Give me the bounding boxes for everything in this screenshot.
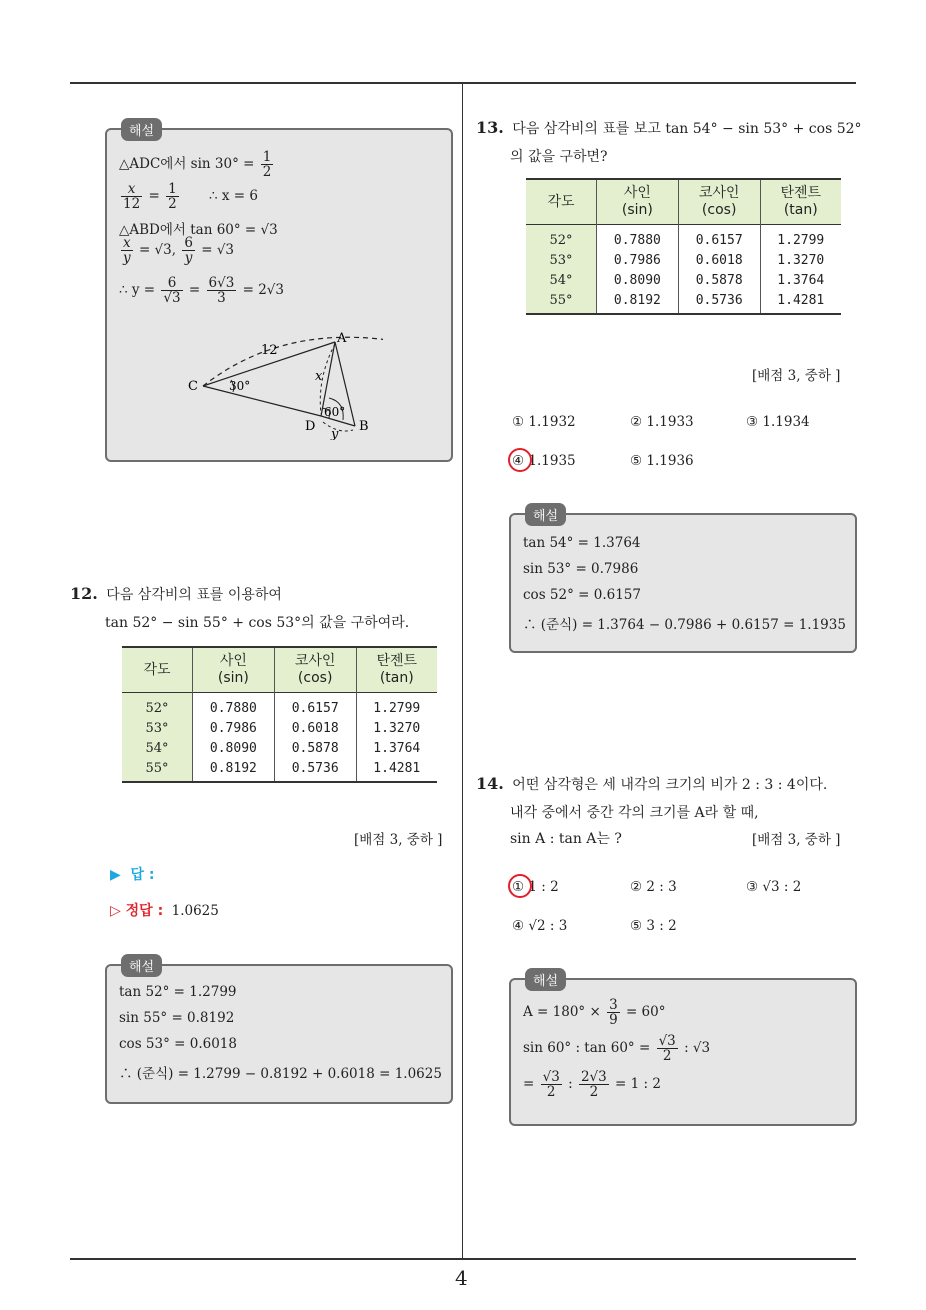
q13-line-1: 13. 다음 삼각비의 표를 보고 tan 54° − sin 53° + cos 52° <box>476 118 862 137</box>
q14-score: [배점 3, 중하 ] <box>752 832 841 848</box>
header-sin: 사인 (sin) <box>193 647 275 693</box>
solution-tag: 해설 <box>121 118 162 141</box>
q13-solution-box <box>509 509 857 653</box>
bottom-rule <box>70 1258 856 1260</box>
point-a-label: A <box>337 331 347 346</box>
side-y-label: y <box>331 427 339 440</box>
q14-choice-4[interactable]: ④ √2 : 3 <box>512 918 568 934</box>
side-12-label: 12 <box>261 343 278 358</box>
q13-choice-4[interactable]: ④ 1.1935 <box>512 453 576 469</box>
solution-tag: 해설 <box>525 503 566 526</box>
header-sin: 사인 (sin) <box>597 179 679 225</box>
q14-choice-3[interactable]: ③ √3 : 2 <box>746 879 802 895</box>
sol-line-2: sin 60° : tan 60° = $\frac{√3}{2}$ : √3 <box>523 1033 711 1064</box>
solution-tag: 해설 <box>525 968 566 991</box>
q14-solution-box <box>509 974 857 1126</box>
q14-choice-5[interactable]: ⑤ 3 : 2 <box>630 918 677 934</box>
q12-score: [배점 3, 중하 ] <box>354 832 443 848</box>
q12-trig-table <box>122 646 437 783</box>
q13-number: 13. <box>476 118 504 137</box>
point-c-label: C <box>188 379 198 394</box>
sol-line: tan 52° = 1.2799 <box>119 984 237 1000</box>
q13-choice-2[interactable]: ② 1.1933 <box>630 414 694 430</box>
table-row: 54° 0.8090 0.5878 1.3764 <box>122 738 437 758</box>
header-cos: 코사인 (cos) <box>678 179 760 225</box>
table-row: 54° 0.8090 0.5878 1.3764 <box>526 270 841 290</box>
header-angle: 각도 <box>526 179 597 225</box>
column-divider <box>462 84 463 1258</box>
sol-line: ∴ (준식) = 1.3764 − 0.7986 + 0.6157 = 1.1935 <box>523 617 846 633</box>
sol-line: tan 54° = 1.3764 <box>523 535 641 551</box>
angle-30-label: 30° <box>229 379 251 393</box>
solution-tag: 해설 <box>121 954 162 977</box>
sol-line-1: A = 180° × $\frac{3}{9}$ = 60° <box>523 997 666 1028</box>
q14-selected-mark <box>508 874 532 898</box>
sol-line: sin 53° = 0.7986 <box>523 561 639 577</box>
q12-correct-label: ▷ 정답 : <box>110 903 164 919</box>
table-row: 53° 0.7986 0.6018 1.3270 <box>122 718 437 738</box>
page-number: 4 <box>455 1266 468 1290</box>
table-row: 55° 0.8192 0.5736 1.4281 <box>526 290 841 314</box>
q12-line-1: 12. 다음 삼각비의 표를 이용하여 <box>70 584 282 603</box>
q14-line-1: 14. 어떤 삼각형은 세 내각의 크기의 비가 2 : 3 : 4이다. <box>476 774 828 793</box>
q14-choice-1[interactable]: ① 1 : 2 <box>512 879 559 895</box>
point-b-label: B <box>359 419 369 434</box>
point-d-label: D <box>305 419 316 434</box>
sol-line-1: △ADC에서 sin 30° = $\frac{1}{2}$ <box>119 149 272 180</box>
q13-choice-5[interactable]: ⑤ 1.1936 <box>630 453 694 469</box>
sol-line-3: △ABD에서 tan 60° = √3 <box>119 222 278 238</box>
q14-choice-2[interactable]: ② 2 : 3 <box>630 879 677 895</box>
q12-correct-row <box>110 900 219 920</box>
table-row: 53° 0.7986 0.6018 1.3270 <box>526 250 841 270</box>
sol-line-5: ∴ y = $\frac{6}{√3}$ = $\frac{6√3}{3}$ = 2√3 <box>119 275 284 306</box>
sol-line: cos 53° = 0.6018 <box>119 1036 237 1052</box>
top-rule <box>70 82 856 84</box>
side-x-label: x <box>315 369 323 384</box>
q14-line-2: 내각 중에서 중간 각의 크기를 A라 할 때, <box>510 805 759 821</box>
header-angle: 각도 <box>122 647 193 693</box>
q13-selected-mark <box>508 448 532 472</box>
q14-number: 14. <box>476 774 504 793</box>
sol-line-2: $\frac{x}{12}$ = $\frac{1}{2}$ ∴ x = 6 <box>123 181 258 212</box>
q12-answer-label[interactable]: ▶ 답 : <box>110 867 155 883</box>
q13-trig-table <box>526 178 841 315</box>
table-row: 52° 0.7880 0.6157 1.2799 <box>526 225 841 251</box>
q13-choice-3[interactable]: ③ 1.1934 <box>746 414 810 430</box>
q12-number: 12. <box>70 584 98 603</box>
sol-line-3: = $\frac{√3}{2}$ : $\frac{2√3}{2}$ = 1 : 2 <box>523 1069 661 1100</box>
triangle-figure <box>183 330 383 440</box>
table-row: 55° 0.8192 0.5736 1.4281 <box>122 758 437 782</box>
q13-score: [배점 3, 중하 ] <box>752 368 841 384</box>
header-tan: 탄젠트 (tan) <box>760 179 841 225</box>
header-cos: 코사인 (cos) <box>274 647 356 693</box>
header-tan: 탄젠트 (tan) <box>356 647 437 693</box>
sol-line: ∴ (준식) = 1.2799 − 0.8192 + 0.6018 = 1.0625 <box>119 1066 442 1082</box>
q12-correct-value: 1.0625 <box>171 903 219 919</box>
angle-60-label: 60° <box>324 405 346 419</box>
q13-choice-1[interactable]: ① 1.1932 <box>512 414 576 430</box>
solution-box-prev <box>105 124 453 462</box>
sol-line: sin 55° = 0.8192 <box>119 1010 235 1026</box>
q12-solution-box <box>105 960 453 1104</box>
sol-line-4: $\frac{x}{y}$ = √3, $\frac{6}{y}$ = √3 <box>123 235 235 266</box>
q13-line-2: 의 값을 구하면? <box>510 149 608 165</box>
q14-line-3: sin A : tan A는 ? <box>510 831 622 847</box>
q12-line-2: tan 52° − sin 55° + cos 53°의 값을 구하여라. <box>105 615 410 631</box>
table-row: 52° 0.7880 0.6157 1.2799 <box>122 693 437 719</box>
sol-line: cos 52° = 0.6157 <box>523 587 641 603</box>
